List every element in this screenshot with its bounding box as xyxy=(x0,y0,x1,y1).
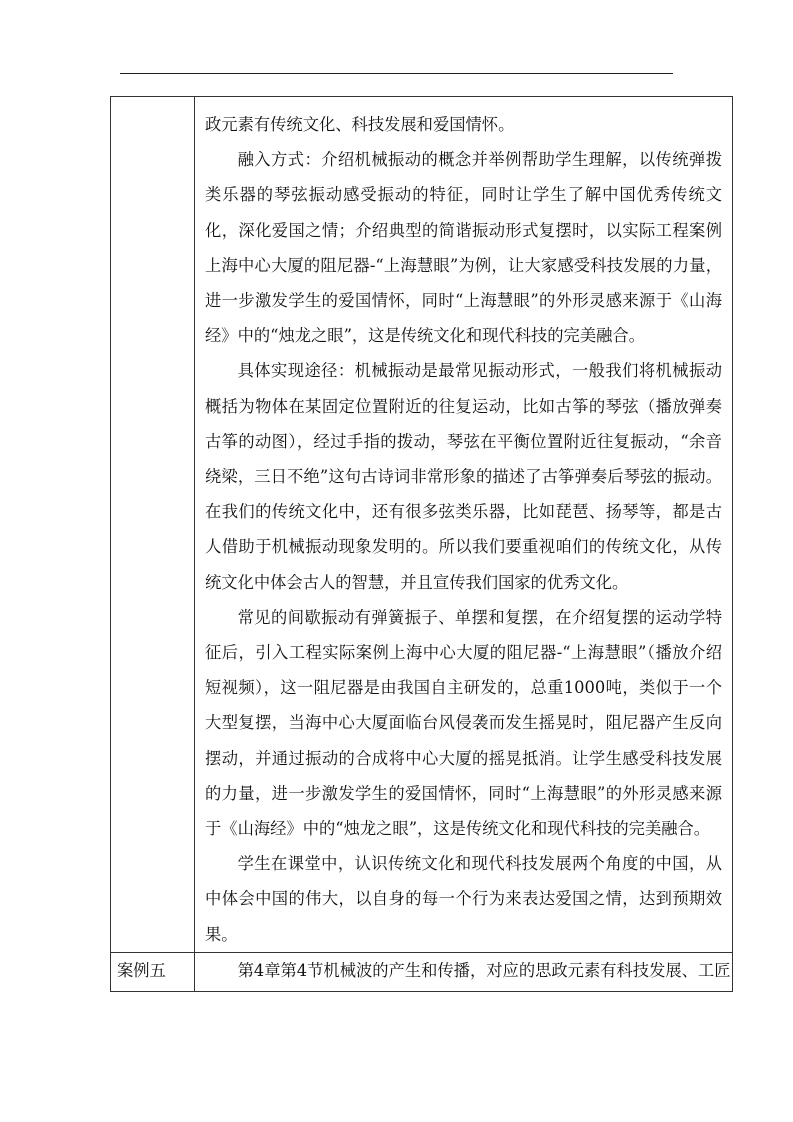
case-table xyxy=(110,96,733,992)
table-row xyxy=(111,97,733,953)
row-label-cell xyxy=(111,97,195,953)
case-five-label: 案例五 xyxy=(111,952,195,991)
paragraph-integration-method: 融入方式：介绍机械振动的概念并举例帮助学生理解，以传统弹拨类乐器的琴弦振动感受振动的特征，同时让学生了解中国优秀传统文化，深化爱国之情；介绍典型的简谐振动形式复摆时，以实际工程案例上海中心大厦的阻尼器-“上海慧眼”为例，让大家感受科技发展的力量，进一步激发学生的爱国情怀，同时“上海慧眼”的外形灵感来源于《山海经》中的“烛龙之眼”，这是传统文化和现代科技的完美融合。 xyxy=(205,150,722,346)
paragraph-implementation-path: 具体实现途径：机械振动是最常见振动形式，一般我们将机械振动概括为物体在某固定位置附近的往复运动，比如古筝的琴弦（播放弹奏古筝的动图），经过手指的拨动，琴弦在平衡位置附近往复振动，“余音绕梁，三日不绝”这句古诗词非常形象的描述了古筝弹奏后琴弦的振动。在我们的传统文化中，还有很多弦类乐器，比如琵琶、扬琴等，都是古人借助于机械振动现象发明的。所以我们要重视咱们的传统文化，从传统文化中体会古人的智慧，并且宣传我们国家的优秀文化。 xyxy=(205,361,722,592)
row-content-cell xyxy=(195,97,733,953)
paragraph-damper-case: 常见的间歇振动有弹簧振子、单摆和复摆，在介绍复摆的运动学特征后，引入工程实际案例上海中心大厦的阻尼器-“上海慧眼”（播放介绍短视频），这一阻尼器是由我国自主研发的，总重1000吨，类似于一个大型复摆，当海中心大厦面临台风侵袭而发生摇晃时，阻尼器产生反向摆动，并通过振动的合成将中心大厦的摇晃抵消。让学生感受科技发展的力量，进一步激发学生的爱国情怀，同时“上海慧眼”的外形灵感来源于《山海经》中的“烛龙之眼”，这是传统文化和现代科技的完美融合。 xyxy=(205,607,722,839)
case-five-text: 第4章第4节机械波的产生和传播，对应的思政元素有科技发展、工匠 xyxy=(195,952,733,991)
paragraph-expected-effect: 学生在课堂中，认识传统文化和现代科技发展两个角度的中国，从中体会中国的伟大，以自身的每一个行为来表达爱国之情，达到预期效果。 xyxy=(205,854,722,944)
table-row xyxy=(111,952,733,991)
paragraph-ideology-elements: 政元素有传统文化、科技发展和爱国情怀。 xyxy=(205,115,515,134)
header-rule xyxy=(120,73,673,74)
